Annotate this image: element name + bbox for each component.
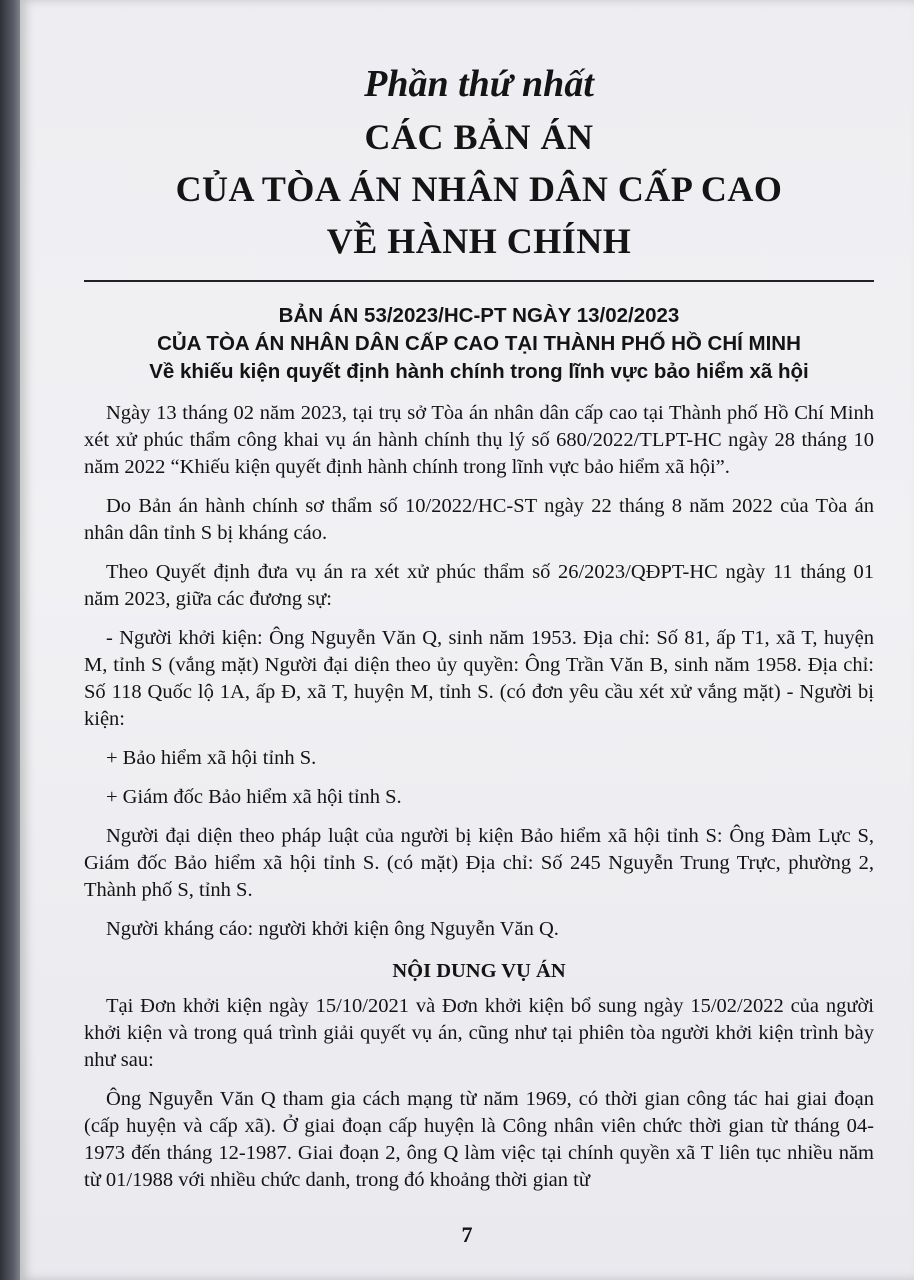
paragraph-hearing: Ngày 13 tháng 02 năm 2023, tại trụ sở Tòa án nhân dân cấp cao tại Thành phố Hồ Chí Minh xét xử phúc thẩm công khai vụ án hành chính thụ lý số 680/2022/TLPT-HC ngày 28 tháng 10 năm 2022 “Khiếu kiện quyết định hành chính trong lĩnh vực bảo hiểm xã hội”. <box>84 402 874 478</box>
case-heading-number: BẢN ÁN 53/2023/HC-PT NGÀY 13/02/2023 <box>278 304 680 327</box>
paragraph-complaint: Tại Đơn khởi kiện ngày 15/10/2021 và Đơn khởi kiện bổ sung ngày 15/02/2022 của người khởi kiện và trong quá trình giải quyết vụ án, cũng như tại phiên tòa người khởi kiện trình bày như sau: <box>84 995 874 1071</box>
paragraph-decision: Theo Quyết định đưa vụ án ra xét xử phúc thẩm số 26/2023/QĐPT-HC ngày 11 tháng 01 năm 2023, giữa các đương sự: <box>84 561 874 610</box>
section-title-line-1: CÁC BẢN ÁN <box>364 117 594 157</box>
paragraph-representative: Người đại diện theo pháp luật của người bị kiện Bảo hiểm xã hội tỉnh S: Ông Đàm Lực S, Giám đốc Bảo hiểm xã hội tỉnh S. (có mặt) Địa chỉ: Số 245 Nguyễn Trung Trực, phường 2, Thành phố S, tỉnh S. <box>84 825 874 901</box>
page-number: 7 <box>461 1222 473 1247</box>
case-heading-subject: Về khiếu kiện quyết định hành chính trong lĩnh vực bảo hiểm xã hội <box>149 360 809 383</box>
book-page <box>20 0 914 1280</box>
paragraph-defendant-1: + Bảo hiểm xã hội tỉnh S. <box>106 747 317 769</box>
content-heading: NỘI DUNG VỤ ÁN <box>392 960 566 982</box>
paragraph-appellant: Người kháng cáo: người khởi kiện ông Nguyễn Văn Q. <box>106 918 559 940</box>
section-title-line-2: CỦA TÒA ÁN NHÂN DÂN CẤP CAO <box>175 169 783 209</box>
paragraph-plaintiff: - Người khởi kiện: Ông Nguyễn Văn Q, sinh năm 1953. Địa chỉ: Số 81, ấp T1, xã T, huyện M, tỉnh S (vắng mặt) Người đại diện theo ủy quyền: Ông Trần Văn B, sinh năm 1958. Địa chỉ: Số 118 Quốc lộ 1A, ấp Đ, xã T, huyện M, tỉnh S. (có đơn yêu cầu xét xử vắng mặt) - Người bị kiện: <box>84 627 874 730</box>
paragraph-defendant-2: + Giám đốc Bảo hiểm xã hội tỉnh S. <box>106 786 402 808</box>
page-content <box>84 58 874 1194</box>
case-heading-court: CỦA TÒA ÁN NHÂN DÂN CẤP CAO TẠI THÀNH PHỐ HỒ CHÍ MINH <box>157 332 801 355</box>
paragraph-appeal: Do Bản án hành chính sơ thẩm số 10/2022/HC-ST ngày 22 tháng 8 năm 2022 của Tòa án nhân dân tỉnh S bị kháng cáo. <box>84 495 874 544</box>
title-divider <box>84 280 874 282</box>
part-label: Phần thứ nhất <box>364 63 594 105</box>
paragraph-history: Ông Nguyễn Văn Q tham gia cách mạng từ năm 1969, có thời gian công tác hai giai đoạn (cấp huyện và cấp xã). Ở giai đoạn cấp huyện là Công nhân viên chức thời gian từ tháng 04-1973 đến tháng 12-1987. Giai đoạn 2, ông Q làm việc tại chính quyền xã T liên tục nhiều năm từ 01/1988 với nhiều chức danh, trong đó khoảng thời gian từ <box>84 1088 874 1191</box>
book-binding-shadow <box>0 0 22 1280</box>
section-title-line-3: VỀ HÀNH CHÍNH <box>326 221 632 261</box>
